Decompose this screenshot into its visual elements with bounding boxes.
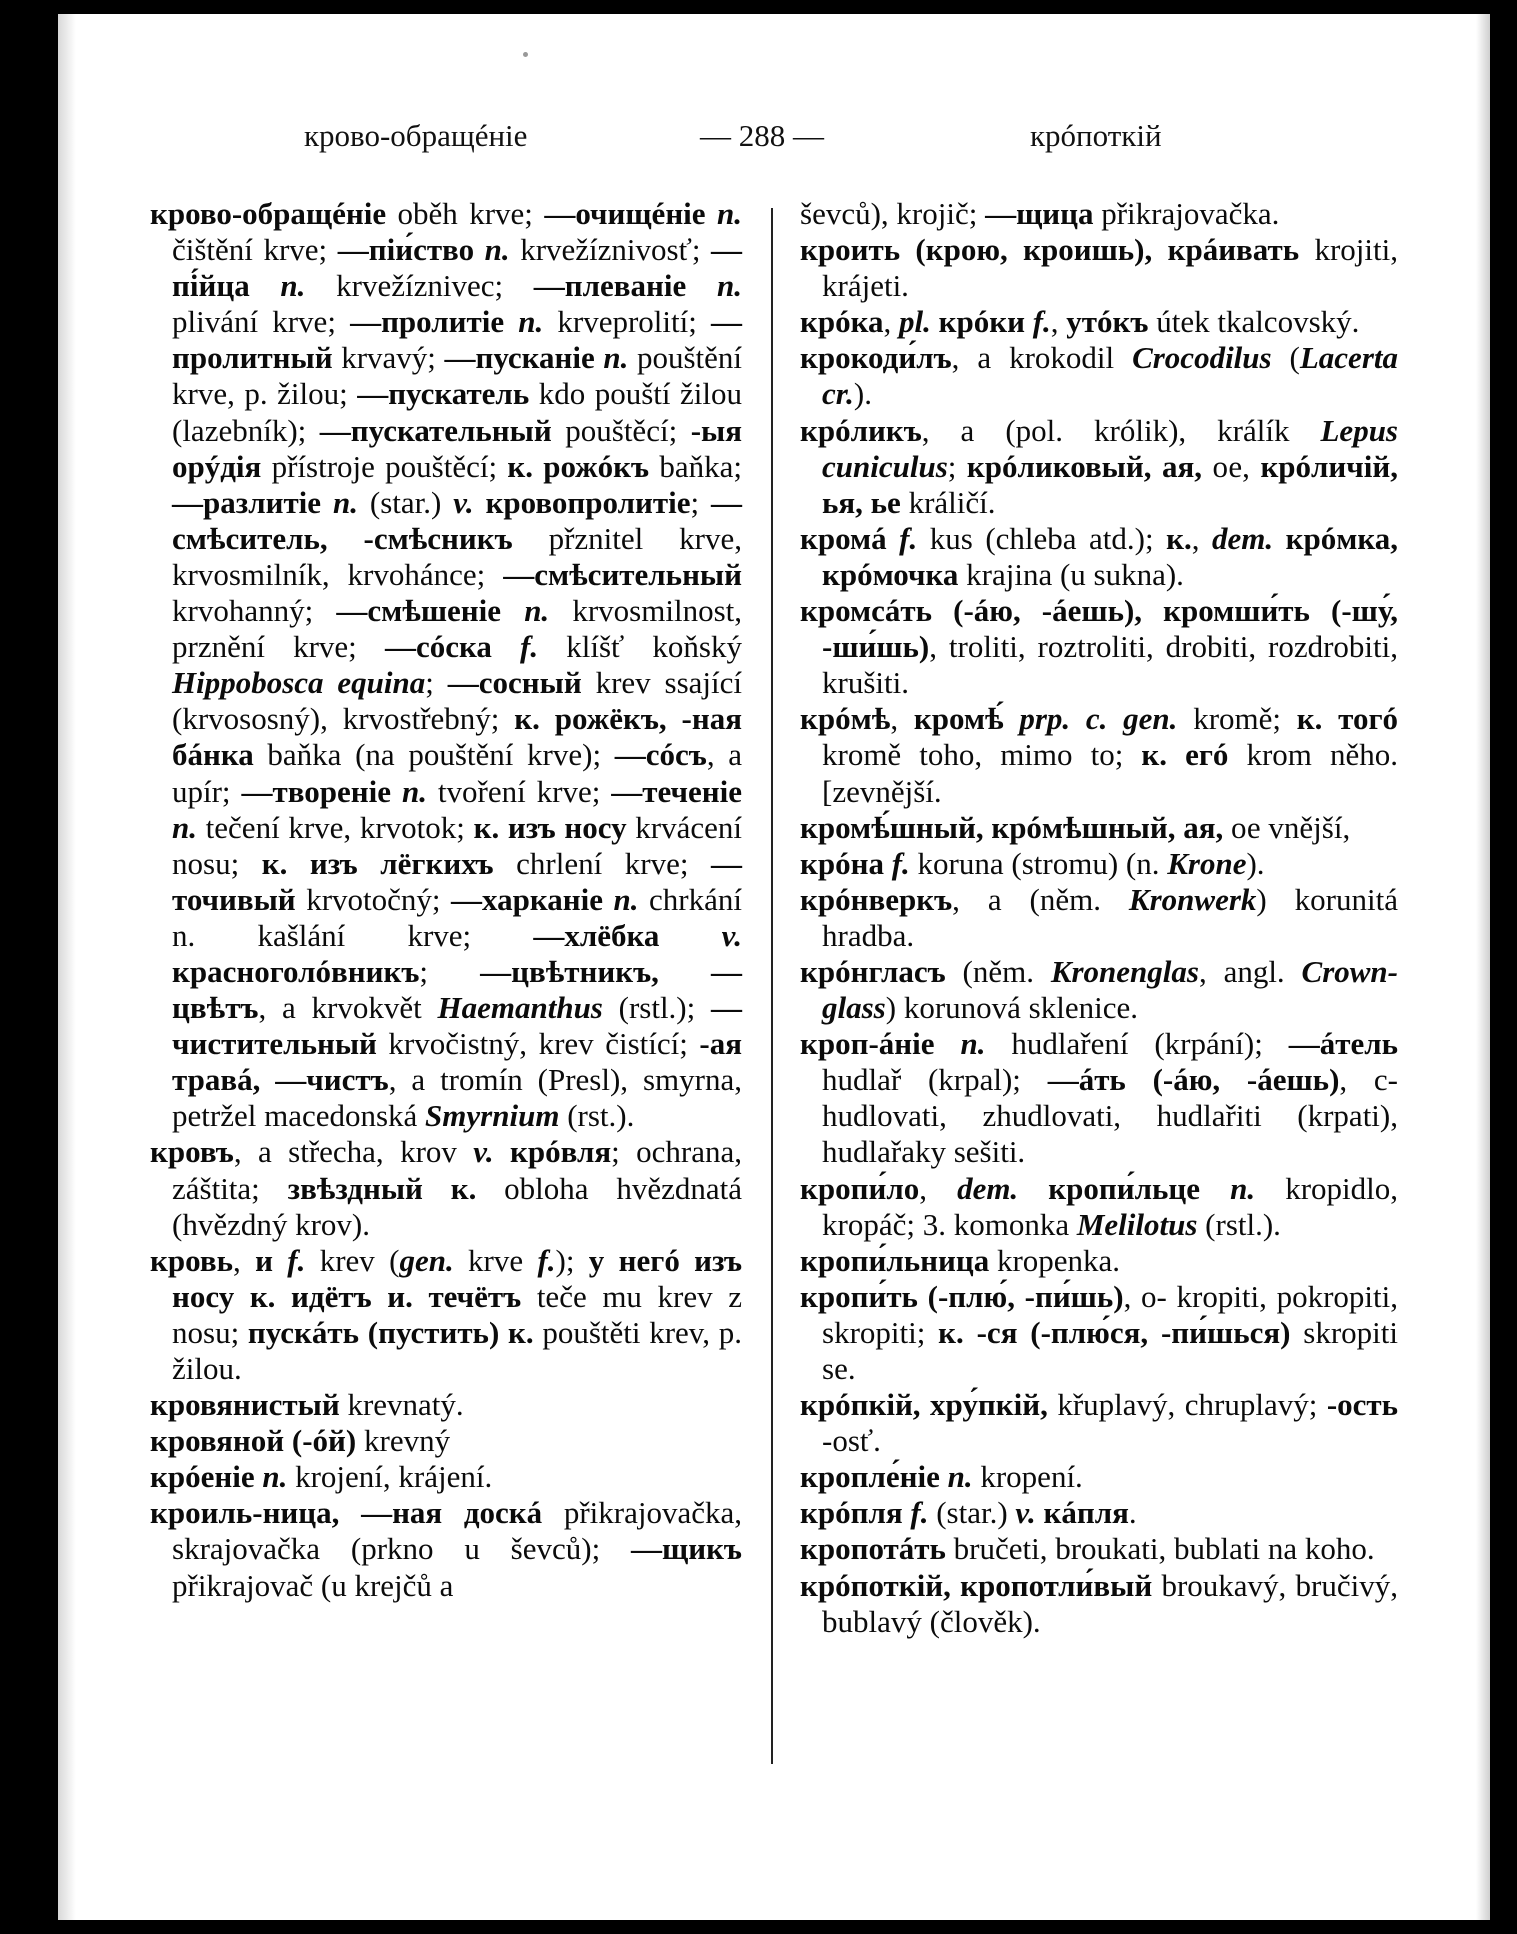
dictionary-entry: кровянистый krevnatý. (150, 1387, 464, 1423)
dictionary-entry: кропи́ло, dem. кропи́льце n. kropidlo, kropáč; 3. komonka Melilotus (rstl.). (800, 1170, 1398, 1242)
dictionary-entry: крово-обращéніе oběh krve; —очищéніе n. čištění krve; —піи́ство n. krvežíznivosť; —пі́йца n. krvežíznivec; —плеваніе n. plivání krve; —пролитіе n. krveprolití; —пролитный krvavý; —пусканіе n. pouštění krve, p. žilou; —пускатель kdo pouští žilou (lazebník); —пускательный pouštěcí; -ыя орýдія přístroje pouštěcí; к. рожóкъ baňka; —разлитіе n. (star.) v. кровопролитіе; —смѣситель, -смѣсникъ přznitel krve, krvosmilník, krvohánce; —смѣсительный krvohanný; —смѣшеніе n. krvosmilnost, prznění krve; —сóска f. klíšť koňský Hippobosca equina; —сосный krev ssající (krvososný), krvostřebný; к. рожёкъ, -ная бáнка baňka (na pouštění krve); —сóсъ, a upír; —твореніе n. tvoření krve; —теченіе n. tečení krve, krvotok; к. изъ носу krvácení nosu; к. изъ лёгкихъ chrlení krve; —точивый krvotočný; —харканіе n. chrkání n. kašlání krve; —хлёбка v. красноголóвникъ; —цвѣтникъ, —цвѣтъ, a krvokvět Haemanthus (rstl.); —чистительный krvočistný, krev čistící; -ая травá, —чистъ, a tromín (Presl), smyrna, petržel macedonská Smyrnium (rst.). (150, 196, 743, 1134)
dictionary-entry: кромá f. kus (chleba atd.); к., dem. крóмка, крóмочка krajina (u sukna). (800, 520, 1399, 592)
dictionary-entry: крóнгласъ (něm. Kronenglas, angl. Crown-glass) korunová sklenice. (800, 953, 1398, 1026)
dictionary-entry: кроп-áніе n. hudlaření (krpání); —áтель hudlař (krpal); —áть (-áю, -áешь), с- hudlovati, zhudlovati, hudlařiti (krpati), hudlařaky sešiti. (800, 1026, 1398, 1170)
dictionary-entry: крóпля f. (star.) v. кáпля. (800, 1495, 1137, 1531)
page-binding-shadow (58, 14, 76, 1920)
dictionary-entry: кровь, и f. krev (gen. krve f.); у негó изъ носу к. идётъ и. течётъ teče mu krev z nosu; пускáть (пустить) к. pouštěti krev, p. žilou. (150, 1242, 743, 1386)
dictionary-entry: крóмѣ, кромѣ́ prp. c. gen. kromě; к. тогó kromě toho, mimo to; к. егó krom něho. [zevnější. (800, 701, 1399, 809)
dictionary-entry: крóка, pl. крóки f., утóкъ útek tkalcovský. (800, 304, 1360, 340)
column-divider (771, 208, 773, 1764)
running-head-left: крово-обращéніе (304, 118, 528, 153)
page-edge-shadow (1476, 14, 1490, 1920)
page-number: — 288 — (700, 118, 824, 153)
dictionary-entry: крокоди́лъ, a krokodil Crocodilus (Lacerta cr.). (800, 340, 1398, 412)
right-column (800, 196, 1398, 1640)
dictionary-entry: крóпоткій, кропотли́вый broukavý, bručivý, bublavý (člověk). (800, 1567, 1399, 1639)
dictionary-entry: кровяной (-óй) krevný (150, 1423, 451, 1459)
dictionary-entry: кропи́ть (-плю́, -пи́шь), о- kropiti, pokropiti, skropiti; к. -ся (-плю́ся, -пи́шься) skropiti se. (800, 1278, 1398, 1386)
dictionary-entry: кромсáть (-áю, -áешь), кромши́ть (-шу́, -ши́шь), troliti, roztroliti, drobiti, rozdrobiti, krušiti. (800, 593, 1398, 701)
paper-speck (523, 52, 528, 57)
dictionary-entry: ševců), krojič; —щица přikrajovačka. (800, 196, 1280, 231)
running-head-right: крóпоткій (1030, 118, 1162, 153)
dictionary-entry: кропотáть bručeti, broukati, bublati na koho. (800, 1531, 1375, 1567)
dictionary-entry: крóпкій, хру́пкій, křuplavý, chruplavý; -ость -osť. (800, 1387, 1399, 1459)
dictionary-entry: крóнверкъ, a (něm. Kronwerk) korunitá hradba. (800, 881, 1398, 953)
dictionary-entry: крóна f. koruna (stromu) (n. Krone). (800, 845, 1265, 881)
dictionary-entry: кровъ, a střecha, krov v. крóвля; ochrana, záštita; звѣздный к. obloha hvězdnatá (hvězdný krov). (150, 1134, 742, 1242)
dictionary-entry: кроить (крою, кроишь), крáивать krojiti, krájeti. (800, 232, 1398, 304)
dictionary-entry: кроиль-ница, —ная доскá přikrajovačka, skrajovačka (prkno u ševců); —щикъ přikrajovač (u krejčů a (150, 1495, 742, 1603)
dictionary-entry: кропле́ніе n. kropení. (800, 1459, 1083, 1495)
dictionary-entry: кромѣ́шный, крóмѣшный, ая, ое vnější, (800, 809, 1351, 845)
dictionary-entry: крóликъ, a (pol. królik), králík Lepus cuniculus; крóликовый, ая, ое, крóличій, ья, ье králičí. (800, 412, 1398, 520)
left-column (150, 196, 742, 1604)
dictionary-entry: крóеніе n. krojení, krájení. (150, 1459, 493, 1495)
dictionary-entry: кропи́льница kropenka. (800, 1242, 1121, 1278)
